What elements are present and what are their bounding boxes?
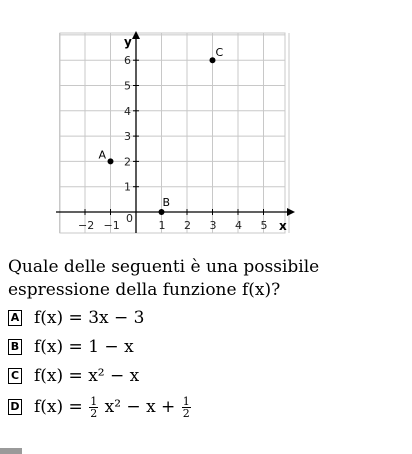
option-c[interactable] (8, 361, 192, 390)
x-tick-label: −1 (103, 219, 120, 232)
y-tick-label: 3 (124, 130, 131, 144)
point-label-a: A (98, 148, 107, 162)
option-d-fraction-2-denominator: 2 (182, 406, 190, 420)
question-text: Quale delle seguenti è una possibile espressione della funzione f(x)? (8, 257, 320, 300)
option-d-formula (34, 396, 192, 419)
x-axis-label: x (279, 219, 287, 233)
y-axis-label: y (124, 35, 132, 49)
option-d-fraction-2-numerator: 1 (182, 394, 190, 408)
x-tick-label: −2 (78, 219, 95, 232)
point-b (159, 209, 165, 215)
option-a-letter: A (8, 310, 22, 326)
page-corner-mark (0, 448, 22, 454)
grid-border (60, 33, 285, 233)
answer-options (8, 303, 192, 424)
option-d-formula-start: f(x) = (34, 396, 83, 417)
point-label-c: C (215, 46, 224, 60)
option-d-fraction-1 (89, 396, 98, 419)
x-tick-label: 3 (209, 219, 217, 232)
option-c-formula: f(x) = x² − x (34, 365, 140, 386)
option-c-letter: C (8, 368, 22, 384)
option-d-formula-middle: x² − x + (104, 396, 176, 417)
option-b-letter: B (8, 339, 22, 355)
option-d[interactable] (8, 390, 192, 424)
point-a (108, 158, 114, 164)
y-tick-label: 6 (124, 54, 131, 68)
x-axis-arrow (287, 208, 295, 216)
option-b-formula: f(x) = 1 − x (34, 336, 134, 357)
x-tick-label: 1 (158, 219, 166, 232)
option-b[interactable] (8, 332, 192, 361)
option-d-fraction-2 (182, 396, 191, 419)
x-tick-label: 5 (260, 219, 268, 232)
y-tick-label: 2 (124, 155, 131, 169)
option-a[interactable] (8, 303, 192, 332)
y-tick-label: 4 (124, 104, 131, 118)
option-d-letter: D (8, 399, 22, 415)
option-a-formula: f(x) = 3x − 3 (34, 307, 145, 328)
y-tick-label: 1 (124, 180, 131, 194)
point-label-b: B (162, 196, 171, 209)
y-tick-label: 5 (124, 79, 131, 93)
option-d-fraction-1-denominator: 2 (90, 406, 98, 420)
x-tick-label: 4 (235, 219, 242, 232)
option-d-fraction-1-numerator: 1 (90, 394, 98, 408)
origin-label: 0 (126, 212, 133, 225)
x-tick-label: 2 (184, 219, 191, 232)
